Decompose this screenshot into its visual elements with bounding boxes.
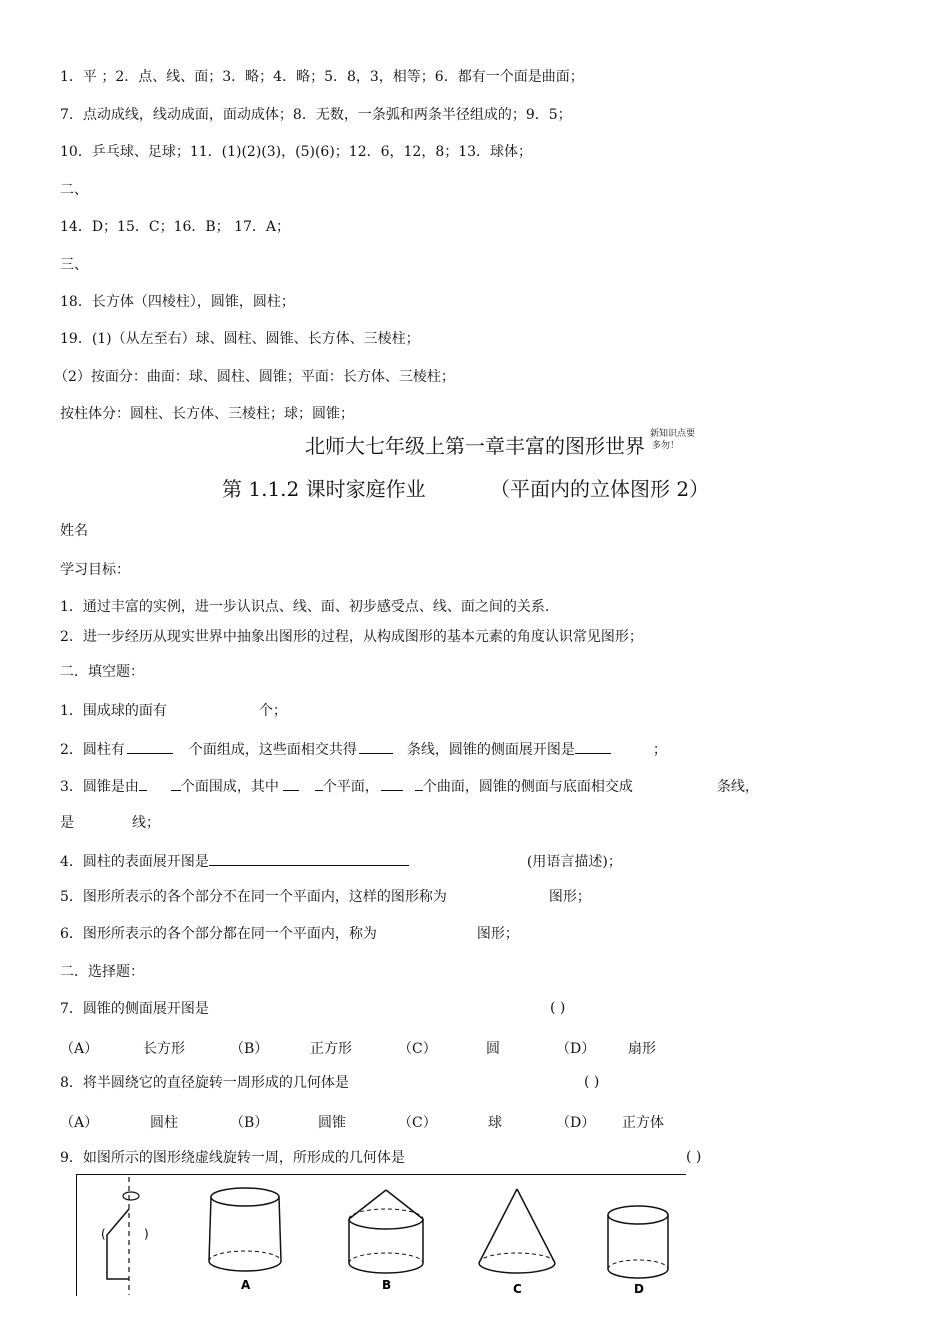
fill-q1 xyxy=(60,702,287,720)
fill-q2-text-b: 个面组成，这些面相交共得 xyxy=(188,742,357,758)
figure-label-a: A xyxy=(241,1278,251,1292)
q9-figure xyxy=(77,1175,687,1297)
choice-heading: 二．选择题： xyxy=(60,964,144,980)
answer-line-1: 1．平 ；2．点、线、面；3．略；4．略；5．8，3，相等；6．都有一个面是曲面； xyxy=(60,69,584,85)
answer-line-4: 14．D；15．C；16．B； 17．A； xyxy=(60,219,291,235)
fill-heading: 二．填空题： xyxy=(60,664,144,680)
q7-option-d-letter[interactable]: （D） xyxy=(556,1041,596,1057)
q7-option-b-letter[interactable]: （B） xyxy=(230,1041,269,1057)
name-label: 姓名 xyxy=(60,523,88,539)
q8-option-a-text: 圆柱 xyxy=(150,1115,178,1131)
fill-q3-blank-3b[interactable] xyxy=(415,776,423,791)
choice-q8: 8．将半圆绕它的直径旋转一周形成的几何体是 xyxy=(60,1075,349,1091)
q8-option-c-letter[interactable]: （C） xyxy=(398,1115,437,1131)
page-title: 北师大七年级上第一章丰富的图形世界 xyxy=(305,434,645,458)
fill-q3-text-c: 个平面， xyxy=(322,779,379,795)
subtitle-left: 第 1.1.2 课时家庭作业 xyxy=(222,477,426,501)
section-heading-2: 二、 xyxy=(60,182,88,198)
figure-label-c: C xyxy=(513,1282,522,1296)
fill-q3-text-b: 个面围成，其中 xyxy=(180,779,279,795)
choice-q9: 9．如图所示的图形绕虚线旋转一周，所形成的几何体是 xyxy=(60,1150,405,1166)
fill-q2-text-a: 2．圆柱有 xyxy=(60,742,125,758)
fill-q6-text-b: 图形； xyxy=(476,926,519,942)
option-a-frustum-shape xyxy=(209,1188,281,1271)
fill-q3-text-d: 个曲面，圆锥的侧面与底面相交成 xyxy=(422,779,633,795)
fill-q4 xyxy=(60,851,622,871)
fill-q1-text-a: 1．围成球的面有 xyxy=(60,703,167,719)
fill-q5-text-a: 5．图形所表示的各个部分不在同一个平面内，这样的图形称为 xyxy=(60,889,447,905)
fill-q3 xyxy=(60,776,759,796)
option-b-cone-cylinder-shape xyxy=(349,1190,423,1273)
q7-option-b-text: 正方形 xyxy=(310,1041,352,1057)
fill-q4-text-b: (用语言描述)； xyxy=(526,854,622,870)
fill-q1-text-b: 个； xyxy=(258,703,287,719)
section-heading-3: 三、 xyxy=(60,257,88,273)
fill-q2-blank-2[interactable] xyxy=(359,739,393,754)
figure-label-b: B xyxy=(382,1278,392,1292)
corner-note-top: 新知识点要 xyxy=(650,429,696,439)
fill-q5 xyxy=(60,888,591,906)
fill-q3-continued xyxy=(60,814,160,832)
q8-option-d-text: 正方体 xyxy=(622,1115,664,1131)
figure-left-paren: ( xyxy=(101,1227,106,1241)
fill-q5-text-b: 图形； xyxy=(548,889,591,905)
choice-q8-answer-paren[interactable]: ( ) xyxy=(584,1074,600,1090)
fill-q2 xyxy=(60,739,667,759)
q8-option-c-text: 球 xyxy=(488,1115,502,1131)
q8-option-b-letter[interactable]: （B） xyxy=(230,1115,269,1131)
corner-note-bottom: 多勿！ xyxy=(652,441,680,451)
rotation-arrow-icon xyxy=(123,1192,139,1200)
fill-q6-text-a: 6．图形所表示的各个部分都在同一个平面内，称为 xyxy=(60,926,377,942)
fill-q6 xyxy=(60,925,519,943)
choice-q7-answer-paren[interactable]: ( ) xyxy=(550,1000,566,1016)
q7-option-a-letter[interactable]: （A） xyxy=(60,1041,99,1057)
option-d-cylinder-shape xyxy=(608,1206,668,1278)
figure-label-d: D xyxy=(634,1282,644,1296)
fill-q3-text-a: 3．圆锥是由 xyxy=(60,779,139,795)
q7-option-d-text: 扇形 xyxy=(628,1041,656,1057)
goal-1: 1．通过丰富的实例，进一步认识点、线、面、初步感受点、线、面之间的关系. xyxy=(60,599,550,615)
answer-line-7: （2）按面分：曲面：球、圆柱、圆锥；平面：长方体、三棱柱； xyxy=(54,369,455,385)
fill-q2-blank-3[interactable] xyxy=(575,739,611,754)
fill-q3-blank-1a[interactable] xyxy=(139,776,147,791)
choice-q7: 7．圆锥的侧面展开图是 xyxy=(60,1001,209,1017)
answer-line-5: 18．长方体（四棱柱），圆锥，圆柱； xyxy=(60,294,295,310)
fill-q3-blank-2a[interactable] xyxy=(283,776,299,791)
fill-q3-text-e: 条线， xyxy=(716,779,759,795)
subtitle-right: （平面内的立体图形 2） xyxy=(490,477,710,501)
q7-option-c-letter[interactable]: （C） xyxy=(398,1041,437,1057)
q8-option-b-text: 圆锥 xyxy=(318,1115,346,1131)
fill-q2-text-c: 条线，圆锥的侧面展开图是 xyxy=(406,742,575,758)
fill-q4-blank[interactable] xyxy=(209,851,409,866)
fill-q4-text-a: 4．圆柱的表面展开图是 xyxy=(60,854,209,870)
q9-figure-frame xyxy=(76,1174,686,1296)
fill-q2-blank-1[interactable] xyxy=(127,739,173,754)
q7-option-a-text: 长方形 xyxy=(143,1041,185,1057)
answer-line-8: 按柱体分：圆柱、长方体、三棱柱；球；圆锥； xyxy=(60,406,354,422)
figure-right-paren: ) xyxy=(144,1227,149,1241)
option-c-cone-shape xyxy=(479,1189,555,1273)
answer-line-2: 7．点动成线，线动成面，面动成体；8．无数，一条弧和两条半径组成的；9．5； xyxy=(60,107,572,123)
q8-option-a-letter[interactable]: （A） xyxy=(60,1115,99,1131)
q7-option-c-text: 圆 xyxy=(486,1041,500,1057)
goals-label: 学习目标： xyxy=(60,562,130,578)
fill-q3-text-g: 线； xyxy=(132,815,160,831)
fill-q3-text-f: 是 xyxy=(60,815,74,831)
answer-line-6: 19．(1)（从左至右）球、圆柱、圆锥、长方体、三棱柱； xyxy=(60,331,420,347)
q8-option-d-letter[interactable]: （D） xyxy=(556,1115,596,1131)
rotating-shape-figure xyxy=(107,1177,139,1295)
choice-q9-answer-paren[interactable]: ( ) xyxy=(686,1149,702,1165)
rotating-profile-shape xyxy=(107,1209,129,1279)
fill-q2-text-d: ； xyxy=(652,742,667,758)
fill-q3-blank-2b[interactable] xyxy=(315,776,323,791)
goal-2: 2．进一步经历从现实世界中抽象出图形的过程，从构成图形的基本元素的角度认识常见图形； xyxy=(60,629,643,645)
answer-line-3: 10．乒乓球、足球；11．(1)(2)(3)，(5)(6)；12．6，12，8；13．球体； xyxy=(60,144,533,160)
fill-q3-blank-3a[interactable] xyxy=(381,776,403,791)
fill-q3-blank-1b[interactable] xyxy=(171,776,181,791)
